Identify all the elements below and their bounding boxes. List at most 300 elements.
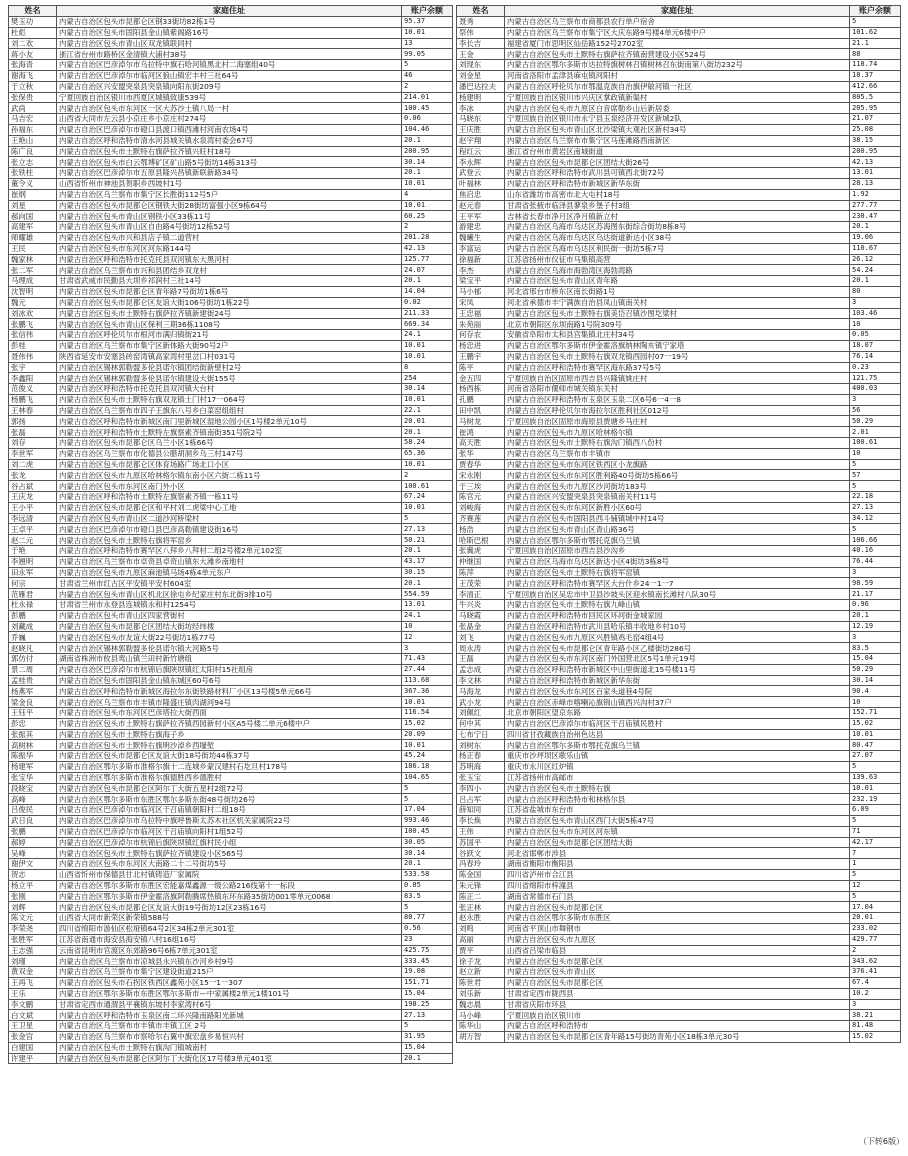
- cell-name: 田永军: [9, 567, 57, 578]
- cell-address: 内蒙古自治区包头市青山区自由路4号街坊12栋52号: [57, 222, 402, 233]
- cell-name: 李杰: [457, 265, 505, 276]
- cell-address: 内蒙古自治区鄂尔多斯市鄂托克旗乌兰镇: [505, 535, 850, 546]
- table-row: [457, 815, 901, 826]
- cell-amount: 3: [402, 643, 453, 654]
- cell-name: 武登云: [457, 168, 505, 179]
- table-row: [9, 729, 453, 740]
- cell-address: 内蒙古自治区鄂尔多斯市准格尔旗十二连城乡蒙汉建村石圪旦村178号: [57, 761, 402, 772]
- cell-amount: 12: [402, 632, 453, 643]
- cell-name: 何宗: [9, 578, 57, 589]
- cell-address: 甘肃省庆阳市环县: [505, 999, 850, 1010]
- cell-amount: 205.95: [850, 103, 901, 114]
- cell-address: 江苏省扬州市仪征市马集镇高营: [505, 254, 850, 265]
- cell-amount: 333.45: [402, 956, 453, 967]
- left-table: [8, 5, 453, 1064]
- cell-name: 马晓霞: [457, 610, 505, 621]
- cell-name: 刘辉: [9, 902, 57, 913]
- table-row: [457, 697, 901, 708]
- table-row: [9, 826, 453, 837]
- cell-address: 内蒙古自治区包头市土默特右旗萨拉齐镇建设小区565号: [57, 848, 402, 859]
- cell-address: 北京市朝阳区望京东路: [505, 708, 850, 719]
- cell-name: 李清正: [457, 589, 505, 600]
- table-row: [9, 178, 453, 189]
- cell-address: 内蒙古自治区呼和浩特市土默特左旗察素齐镇南街351号院2号: [57, 427, 402, 438]
- table-row: [9, 330, 453, 341]
- cell-name: 齐赛莲: [457, 513, 505, 524]
- cell-address: 宁夏回族自治区固原市海原县贾塘乡马庄村: [505, 416, 850, 427]
- table-row: [9, 297, 453, 308]
- cell-amount: 993.46: [402, 815, 453, 826]
- cell-address: 浙江省台州市路桥区金清镇大浦村38号: [57, 49, 402, 60]
- table-row: [457, 49, 901, 60]
- table-row: [9, 1031, 453, 1042]
- cell-name: 马晓东: [457, 114, 505, 125]
- cell-name: 景二周: [9, 664, 57, 675]
- cell-amount: 14.04: [402, 286, 453, 297]
- cell-amount: 13.01: [402, 600, 453, 611]
- cell-amount: 81.48: [850, 1021, 901, 1032]
- table-row: [457, 783, 901, 794]
- table-row: [457, 1010, 901, 1021]
- table-row: [457, 308, 901, 319]
- cell-amount: 201.28: [402, 232, 453, 243]
- cell-amount: 805.5: [850, 92, 901, 103]
- cell-name: 马吉宏: [9, 114, 57, 125]
- cell-name: 张华: [457, 448, 505, 459]
- cell-amount: 3: [850, 297, 901, 308]
- cell-amount: 10: [402, 621, 453, 632]
- table-row: [457, 427, 901, 438]
- cell-name: 陈广良: [9, 146, 57, 157]
- table-row: [9, 405, 453, 416]
- table-row: [9, 200, 453, 211]
- cell-amount: 20.1: [850, 610, 901, 621]
- cell-address: 河南省洛阳市偃师市城关镇东关村: [505, 384, 850, 395]
- cell-name: 段晓宝: [9, 783, 57, 794]
- cell-name: 陈正二: [457, 891, 505, 902]
- cell-address: 山西省大同市左云县小京庄乡小京庄村274号: [57, 114, 402, 125]
- table-row: [9, 902, 453, 913]
- table-row: [9, 578, 453, 589]
- cell-address: 内蒙古自治区包头市九原区兴胜镇鸡毛窑4组4号: [505, 632, 850, 643]
- table-row: [9, 621, 453, 632]
- table-row: [9, 600, 453, 611]
- cell-address: 内蒙古自治区呼和浩特市清水河县城关镇水泉湾村委会67号: [57, 135, 402, 146]
- cell-address: 内蒙古自治区包头市土默特右旗将军窑乡: [57, 535, 402, 546]
- left-table-body: [9, 17, 453, 1064]
- table-row: [9, 384, 453, 395]
- cell-name: 孟志成: [457, 664, 505, 675]
- cell-address: 江苏省盐城市东台市: [505, 805, 850, 816]
- cell-address: 四川省绵阳市梓潼县: [505, 880, 850, 891]
- cell-amount: 83.5: [850, 643, 901, 654]
- cell-name: 王金: [457, 49, 505, 60]
- cell-address: 安徽省阜阳市太和县宫集镇北庄村34号: [505, 330, 850, 341]
- cell-amount: 106.66: [850, 535, 901, 546]
- cell-address: 内蒙古自治区包头市昆都仑区体育场路广场北口小区: [57, 459, 402, 470]
- table-row: [9, 546, 453, 557]
- cell-amount: 17.04: [402, 805, 453, 816]
- cell-name: 杨正春: [457, 751, 505, 762]
- cell-name: 谢伊文: [9, 859, 57, 870]
- cell-address: 内蒙古自治区包头市土默特右旗沟门镇城南村: [57, 1042, 402, 1053]
- table-row: [457, 740, 901, 751]
- cell-amount: 367.36: [402, 686, 453, 697]
- cell-amount: 5: [850, 869, 901, 880]
- cell-address: 内蒙古自治区包头市青山区西门大街5栋47号: [505, 815, 850, 826]
- cell-amount: 27.13: [850, 502, 901, 513]
- cell-name: 魏志晨: [457, 999, 505, 1010]
- cell-amount: 10.01: [402, 459, 453, 470]
- tables-wrapper: [8, 5, 900, 1064]
- cell-name: 张磊: [9, 427, 57, 438]
- cell-name: 崔鸿: [457, 427, 505, 438]
- cell-name: 马树龙: [457, 416, 505, 427]
- cell-amount: 20.01: [402, 416, 453, 427]
- cell-name: 刘树东: [457, 740, 505, 751]
- cell-address: 内蒙古自治区鄂尔多斯市达拉特旗树林召镇树林召东街南第八街坊232号: [505, 60, 850, 71]
- table-row: [457, 416, 901, 427]
- table-row: [457, 114, 901, 125]
- cell-amount: 19.06: [850, 232, 901, 243]
- cell-address: 内蒙古自治区乌兰察布市商都县农行单户宿舍: [505, 17, 850, 28]
- cell-amount: 42.17: [850, 837, 901, 848]
- cell-name: 王再飞: [9, 977, 57, 988]
- cell-name: 李富运: [457, 243, 505, 254]
- cell-name: 王磊: [457, 654, 505, 665]
- table-row: [9, 751, 453, 762]
- cell-amount: 1: [850, 859, 901, 870]
- cell-address: 湖南省衡阳市衡阳县: [505, 859, 850, 870]
- table-row: [457, 297, 901, 308]
- table-row: [9, 643, 453, 654]
- cell-name: 杜永禄: [9, 600, 57, 611]
- cell-amount: 30.05: [402, 837, 453, 848]
- cell-address: 山东省潍坊市高密市北大屯村18号: [505, 189, 850, 200]
- cell-address: 内蒙古自治区乌兰察布市集宁区建设街道215户: [57, 967, 402, 978]
- cell-name: 梁宝平: [457, 276, 505, 287]
- continued-note: （下转6版）: [858, 1137, 904, 1146]
- cell-name: 刘存: [9, 438, 57, 449]
- table-row: [9, 880, 453, 891]
- cell-address: 湖南省株洲市攸县鸾山镇兰田村新竹塘组: [57, 654, 402, 665]
- table-row: [9, 243, 453, 254]
- table-row: [457, 751, 901, 762]
- cell-address: 宁夏回族自治区银川市西夏区城镇致康539号: [57, 92, 402, 103]
- cell-address: 内蒙古自治区乌兰察布市察哈尔右翼中旗宏盘乡易恒兴村: [57, 1031, 402, 1042]
- cell-name: 刘冰欢: [9, 308, 57, 319]
- cell-amount: 58.24: [402, 438, 453, 449]
- cell-name: 武小龙: [457, 697, 505, 708]
- cell-name: 李长焕: [457, 815, 505, 826]
- table-row: [457, 1021, 901, 1032]
- cell-name: 杨西栋: [457, 384, 505, 395]
- cell-amount: 22.1: [402, 405, 453, 416]
- cell-address: 内蒙古自治区包头市青山区双龙镇联同村: [57, 38, 402, 49]
- table-row: [457, 459, 901, 470]
- cell-name: 王卓平: [9, 524, 57, 535]
- cell-amount: 0.23: [850, 362, 901, 373]
- cell-name: 李文鹏: [9, 999, 57, 1010]
- table-row: [457, 664, 901, 675]
- table-row: [457, 654, 901, 665]
- cell-amount: 50.21: [402, 535, 453, 546]
- cell-name: 刘金星: [457, 70, 505, 81]
- cell-amount: 15.04: [850, 654, 901, 665]
- cell-name: 赵永胜: [457, 913, 505, 924]
- cell-address: 内蒙古自治区乌兰察布市集宁区马莲滩路西南新区: [505, 135, 850, 146]
- table-row: [457, 168, 901, 179]
- cell-name: 冯春玲: [457, 859, 505, 870]
- table-row: [9, 977, 453, 988]
- cell-name: 张鹏飞: [9, 319, 57, 330]
- cell-name: 马海龙: [457, 686, 505, 697]
- cell-amount: 12.19: [850, 621, 901, 632]
- cell-name: 张鹏: [9, 826, 57, 837]
- cell-address: 内蒙古自治区呼和浩特市新城区中山里街道北15号楼11号: [505, 664, 850, 675]
- cell-amount: 10.01: [402, 200, 453, 211]
- cell-address: 江苏省扬州市高邮市: [505, 772, 850, 783]
- cell-name: 李远清: [9, 513, 57, 524]
- cell-name: 王鹏宇: [457, 351, 505, 362]
- cell-name: 祭伟: [457, 27, 505, 38]
- cell-amount: 76.44: [850, 556, 901, 567]
- cell-address: 内蒙古自治区包头市昆都仑区阿尔丁大街化区17号楼3单元401室: [57, 1053, 402, 1064]
- cell-address: 内蒙古自治区包头市九原区沙河街坊183号: [505, 481, 850, 492]
- cell-address: 山西省吕梁市临县: [505, 945, 850, 956]
- cell-name: 宋凤: [457, 297, 505, 308]
- cell-name: 王平军: [457, 211, 505, 222]
- cell-name: 张冀虎: [457, 546, 505, 557]
- cell-name: 宋永刚: [457, 470, 505, 481]
- cell-address: 河南省平顶山市舞钢市: [505, 923, 850, 934]
- cell-address: 内蒙古自治区包头市九原区哈林格尔镇: [505, 427, 850, 438]
- cell-name: 焦启忠: [457, 189, 505, 200]
- cell-address: 内蒙古自治区巴彦淖尔市乌拉特中旗呼鲁斯太苏木社区机关家属院22号: [57, 815, 402, 826]
- cell-address: 内蒙古自治区呼和浩特市赛罕区八拜乡八拜村二组2号楼2单元102室: [57, 546, 402, 557]
- cell-amount: 113.68: [402, 675, 453, 686]
- table-row: [9, 654, 453, 665]
- cell-name: 乔巍: [9, 632, 57, 643]
- cell-amount: 30.15: [402, 567, 453, 578]
- table-row: [9, 319, 453, 330]
- cell-name: 金五四: [457, 373, 505, 384]
- cell-address: 内蒙古自治区包头市青山区: [505, 967, 850, 978]
- table-row: [9, 492, 453, 503]
- table-row: [9, 135, 453, 146]
- cell-address: 内蒙古自治区包头市昆都仑区友谊大街19号街坊12区23栋16号: [57, 902, 402, 913]
- cell-name: 杨立平: [9, 880, 57, 891]
- cell-name: 张海青: [9, 60, 57, 71]
- cell-address: 内蒙古自治区巴彦淖尔市临河区狼山镇宏丰村三社64号: [57, 70, 402, 81]
- table-row: [9, 502, 453, 513]
- cell-address: 内蒙古自治区鄂尔多斯市东胜区鄂尔多斯市—中家属楼2单元1楼101号: [57, 988, 402, 999]
- cell-amount: 5: [402, 902, 453, 913]
- table-row: [457, 265, 901, 276]
- cell-address: 内蒙古自治区乌兰察布市集宁区长胜街112号5户: [57, 189, 402, 200]
- cell-address: 内蒙古自治区包头市东河区南门外国营北区5号1单元19号: [505, 654, 850, 665]
- table-row: [457, 869, 901, 880]
- cell-amount: 669.34: [402, 319, 453, 330]
- cell-address: 重庆市永川区红炉镇: [505, 761, 850, 772]
- cell-address: 宁夏回族自治区银川市: [505, 1010, 850, 1021]
- cell-name: 崔纲: [9, 189, 57, 200]
- cell-amount: 232.19: [850, 794, 901, 805]
- cell-amount: 186.18: [402, 761, 453, 772]
- cell-amount: 121.75: [850, 373, 901, 384]
- cell-name: 孟桂贵: [9, 675, 57, 686]
- table-row: [9, 837, 453, 848]
- cell-address: 内蒙古自治区包头市昆都仑区团结大街: [505, 837, 850, 848]
- cell-amount: 30.14: [402, 848, 453, 859]
- cell-name: 叶福林: [457, 178, 505, 189]
- cell-name: 张二军: [9, 265, 57, 276]
- table-row: [9, 869, 453, 880]
- cell-name: 王茂荣: [457, 578, 505, 589]
- table-row: [457, 600, 901, 611]
- cell-address: 内蒙古自治区呼和浩特市玉泉区南二环兴隆南路阳光新城: [57, 1010, 402, 1021]
- cell-name: 陈官元: [457, 492, 505, 503]
- table-row: [9, 1042, 453, 1053]
- cell-address: 内蒙古自治区包头市青山区北沙梁镇大观社区新村34号: [505, 124, 850, 135]
- cell-amount: 198.25: [402, 999, 453, 1010]
- cell-address: 宁夏回族自治区固原市西吉县兴隆镇姚庄村: [505, 373, 850, 384]
- cell-name: 杨鹏飞: [9, 394, 57, 405]
- cell-address: 甘肃省兰州市永登县连城镇永和村1254号: [57, 600, 402, 611]
- cell-amount: 0.05: [402, 880, 453, 891]
- cell-address: 内蒙古自治区鄂尔多斯市东胜区宏能嘉煤鑫源一级公路216线第十一标段: [57, 880, 402, 891]
- table-row: [9, 373, 453, 384]
- cell-amount: 554.59: [402, 589, 453, 600]
- table-row: [9, 124, 453, 135]
- header-amount: 账户余额: [402, 6, 453, 17]
- cell-address: 内蒙古自治区包头市青山区青山路36号: [505, 524, 850, 535]
- table-row: [9, 956, 453, 967]
- cell-name: 王钰平: [9, 708, 57, 719]
- table-row: [9, 524, 453, 535]
- cell-name: 王志强: [9, 945, 57, 956]
- table-row: [457, 708, 901, 719]
- cell-address: 内蒙古自治区包头市青山区四家营街村: [57, 610, 402, 621]
- cell-name: 武尚: [9, 103, 57, 114]
- cell-name: 朱元锋: [457, 880, 505, 891]
- cell-amount: 0.02: [402, 297, 453, 308]
- cell-name: 张保贵: [9, 92, 57, 103]
- table-row: [9, 967, 453, 978]
- table-row: [9, 276, 453, 287]
- cell-amount: 80: [850, 286, 901, 297]
- table-row: [9, 81, 453, 92]
- table-row: [9, 38, 453, 49]
- cell-amount: 24.1: [402, 610, 453, 621]
- cell-amount: 45.24: [402, 751, 453, 762]
- cell-address: 内蒙古自治区包头市固阳县西斗铺镇城中村14号: [505, 513, 850, 524]
- cell-amount: 30.14: [402, 157, 453, 168]
- cell-address: 江苏省南通市海安县海安镇八村16组16号: [57, 934, 402, 945]
- cell-address: 内蒙古自治区呼伦贝尔市海拉尔区胜利社区012号: [505, 405, 850, 416]
- cell-address: 内蒙古自治区包头市昆都仑区: [505, 977, 850, 988]
- cell-address: 内蒙古自治区包头市土默特右旗萨拉齐镇南营建设小区524号: [505, 49, 850, 60]
- cell-address: 内蒙古自治区包头市青山区青年路: [505, 276, 850, 287]
- cell-amount: 5: [850, 815, 901, 826]
- page: [8, 5, 900, 1064]
- table-row: [9, 92, 453, 103]
- cell-name: 何中其: [457, 718, 505, 729]
- right-header-row: [457, 6, 901, 17]
- cell-address: 内蒙古自治区呼和浩特市和林格尔县: [505, 794, 850, 805]
- table-row: [9, 556, 453, 567]
- cell-name: 刘峻海: [457, 502, 505, 513]
- table-row: [457, 60, 901, 71]
- cell-name: 杨浩: [457, 524, 505, 535]
- cell-name: 张刚: [9, 891, 57, 902]
- cell-name: 武日良: [9, 815, 57, 826]
- cell-amount: 376.41: [850, 967, 901, 978]
- cell-address: 内蒙古自治区包头市土默特右旗美岱召镇沙图圪梁村: [505, 308, 850, 319]
- cell-name: 陈振华: [9, 751, 57, 762]
- cell-amount: 0.06: [402, 114, 453, 125]
- cell-address: 内蒙古自治区鄂尔多斯市东胜区鄂尔多斯东街48号街坊26号: [57, 794, 402, 805]
- table-row: [9, 999, 453, 1010]
- cell-amount: 71.43: [402, 654, 453, 665]
- cell-address: 内蒙古自治区包头市东河区一区大苏沙土镇八局一村: [57, 103, 402, 114]
- cell-amount: 10.01: [402, 394, 453, 405]
- cell-name: 李荣尧: [9, 923, 57, 934]
- cell-amount: 5: [402, 60, 453, 71]
- cell-address: 内蒙古自治区鄂尔多斯市东胜区: [505, 913, 850, 924]
- cell-address: 内蒙古自治区包头市九原区麻池镇马场4栋4单元东户: [57, 567, 402, 578]
- cell-amount: 0.05: [850, 330, 901, 341]
- table-row: [9, 945, 453, 956]
- cell-name: 马小峰: [457, 1010, 505, 1021]
- table-row: [457, 578, 901, 589]
- cell-address: 内蒙古自治区包头市土默特右旗九峰山镇: [505, 600, 850, 611]
- table-row: [9, 805, 453, 816]
- cell-amount: 98.59: [850, 578, 901, 589]
- cell-amount: 5: [850, 761, 901, 772]
- table-row: [457, 805, 901, 816]
- cell-amount: 22.18: [850, 492, 901, 503]
- cell-name: 苏明海: [457, 761, 505, 772]
- cell-name: 贺志: [9, 869, 57, 880]
- cell-name: 赵晓凡: [9, 643, 57, 654]
- cell-amount: 254: [402, 373, 453, 384]
- cell-amount: 20.09: [402, 729, 453, 740]
- cell-amount: 10.2: [850, 988, 901, 999]
- header-address: 家庭住址: [505, 6, 850, 17]
- cell-address: 甘肃省武威市民勤县大坝乡祁润村三社14号: [57, 276, 402, 287]
- cell-address: 内蒙古自治区乌海市乌达区利民街一街坊5栋7号: [505, 243, 850, 254]
- header-name: 姓名: [9, 6, 57, 17]
- cell-name: 蒋小友: [9, 49, 57, 60]
- cell-amount: 20.1: [402, 135, 453, 146]
- table-row: [9, 891, 453, 902]
- cell-address: 内蒙古自治区乌海市海勃湾区海勃湾路: [505, 265, 850, 276]
- cell-address: 内蒙古自治区包头市昆都仑区青年路小区乙楼街坊286号: [505, 643, 850, 654]
- cell-name: 杨忠进: [457, 340, 505, 351]
- cell-amount: 10.01: [402, 351, 453, 362]
- cell-name: 吴峰: [9, 848, 57, 859]
- table-row: [9, 859, 453, 870]
- cell-address: 内蒙古自治区巴彦淖尔市乌拉特中旗石哈河镇黑北村二海塞组40号: [57, 60, 402, 71]
- table-row: [9, 308, 453, 319]
- table-row: [457, 535, 901, 546]
- cell-amount: 10.01: [402, 502, 453, 513]
- table-row: [9, 17, 453, 28]
- cell-address: 内蒙古自治区包头市兴和县店子镇二道营村: [57, 232, 402, 243]
- cell-address: 内蒙古自治区乌海市乌达区新达小区4街坊3栋8号: [505, 556, 850, 567]
- cell-address: 河北省承德市丰宁满族自治县凤山镇南关村: [505, 297, 850, 308]
